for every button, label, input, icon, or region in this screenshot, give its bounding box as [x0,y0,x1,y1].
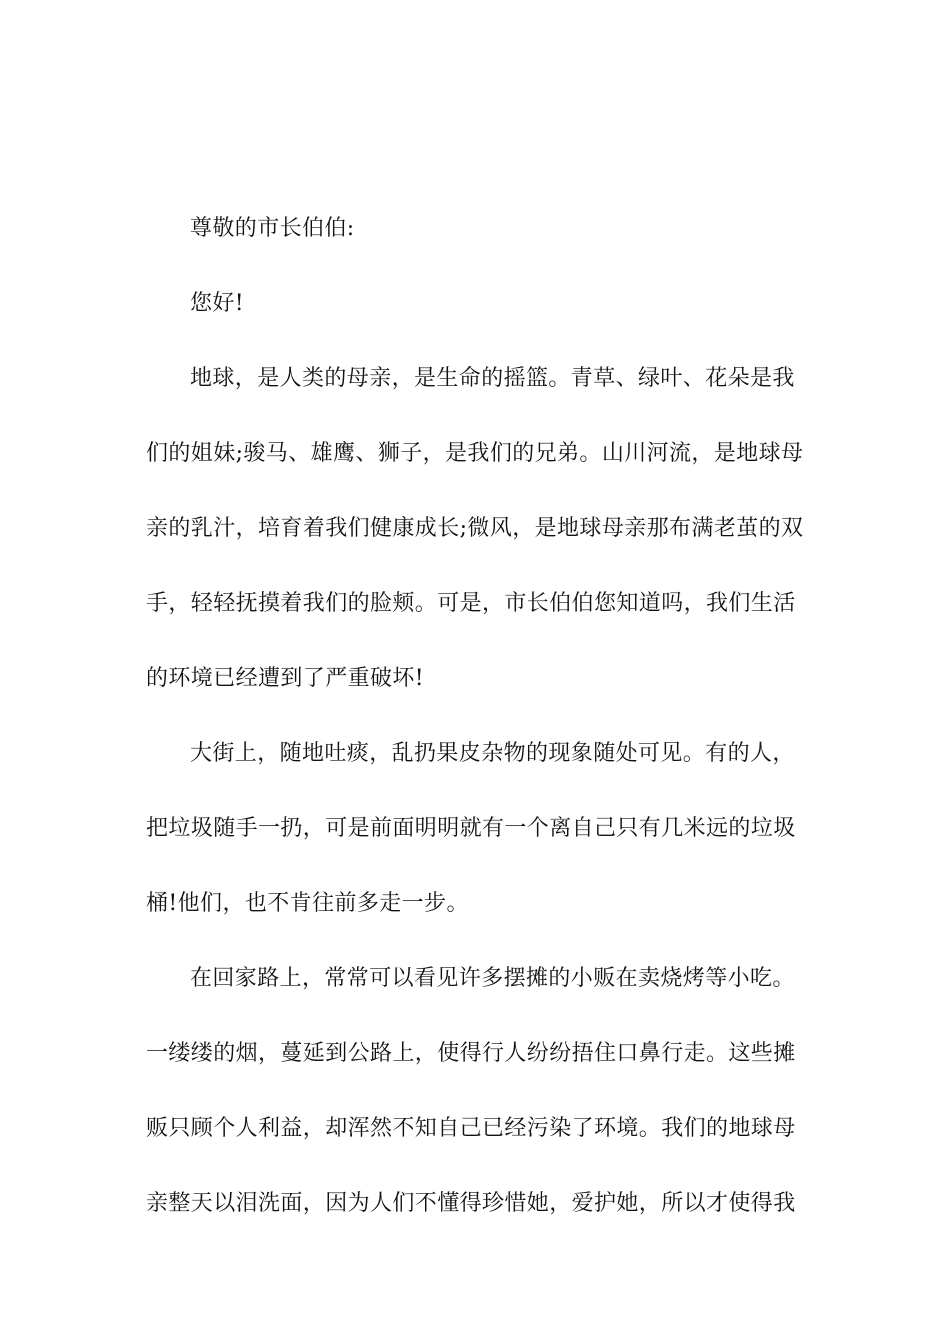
paragraph-line: 亲的乳汁，培育着我们健康成长;微风，是地球母亲那布满老茧的双 [146,516,804,541]
paragraph-line: 贩只顾个人利益，却浑然不知自己已经污染了环境。我们的地球母 [146,1116,796,1141]
paragraph-line: 们的姐妹;骏马、雄鹰、狮子，是我们的兄弟。山川河流，是地球母 [146,441,804,466]
paragraph-line: 手，轻轻抚摸着我们的脸颊。可是，市长伯伯您知道吗，我们生活 [146,591,796,616]
paragraph-line: 大街上，随地吐痰，乱扔果皮杂物的现象随处可见。有的人， [190,741,795,766]
salutation: 尊敬的市长伯伯: [190,216,355,241]
paragraph-line: 亲整天以泪洗面，因为人们不懂得珍惜她，爱护她，所以才使得我 [146,1191,796,1216]
paragraph-line: 地球，是人类的母亲，是生命的摇篮。青草、绿叶、花朵是我 [190,366,795,391]
paragraph-line: 桶!他们，也不肯往前多走一步。 [146,891,469,916]
paragraph-line: 的环境已经遭到了严重破坏! [146,666,425,691]
paragraph-line: 把垃圾随手一扔，可是前面明明就有一个离自己只有几米远的垃圾 [146,816,796,841]
paragraph-line: 在回家路上，常常可以看见许多摆摊的小贩在卖烧烤等小吃。 [190,966,795,991]
paragraph-line: 一缕缕的烟，蔓延到公路上，使得行人纷纷捂住口鼻行走。这些摊 [146,1041,796,1066]
greeting: 您好! [190,291,245,316]
